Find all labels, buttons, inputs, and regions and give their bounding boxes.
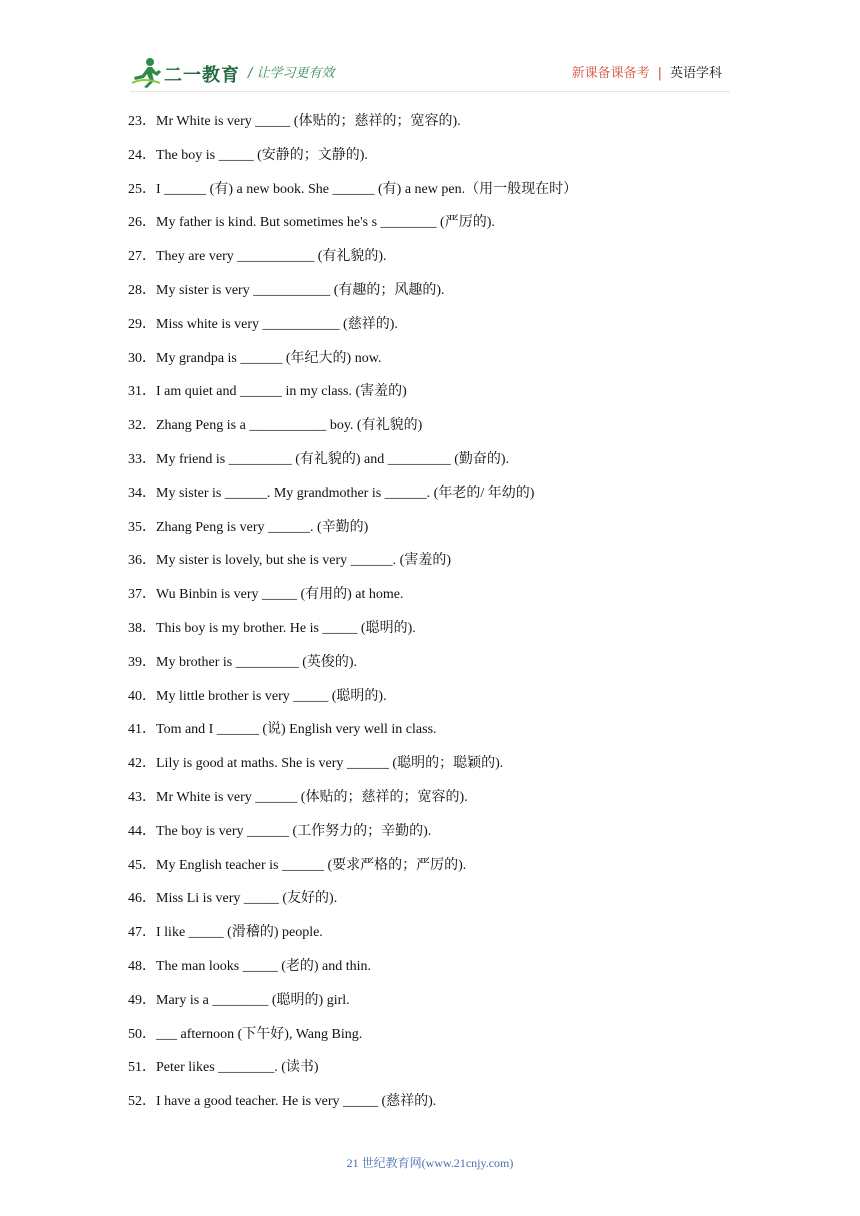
question-48: 48．The man looks _____ (老的) and thin. [128,958,372,974]
question-46: 46．Miss Li is very _____ (友好的). [128,891,338,907]
question-37: 37．Wu Binbin is very _____ (有用的) at home. [128,587,404,603]
question-39: 39．My brother is _________ (英俊的). [128,654,358,670]
question-34: 34．My sister is ______. My grandmother is ______. (年老的/ 年幼的) [128,485,535,501]
subject-label: 英语学科 [669,66,722,81]
header-right [572,62,722,81]
question-38: 38．This boy is my brother. He is _____ (聪明的). [128,620,416,636]
question-28: 28．My sister is very ___________ (有趣的；风趣的). [128,282,445,298]
question-49: 49．Mary is a ________ (聪明的) girl. [128,992,350,1008]
question-32: 32．Zhang Peng is a ___________ boy. (有礼貌的) [128,418,423,434]
question-24: 24．The boy is _____ (安静的；文静的). [128,147,368,163]
question-33: 33．My friend is _________ (有礼貌的) and _________ (勤奋的). [128,451,510,467]
question-25: 25．I ______ (有) a new book. She ______ (有) a new pen.（用一般现在时） [128,181,578,197]
header-separator: | [657,66,662,81]
question-41: 41．Tom and I ______ (说) English very well in class. [128,722,437,738]
question-31: 31．I am quiet and ______ in my class. (害羞的) [128,384,407,400]
page-footer: 21 世纪教育网(www.21cnjy.com) [346,1156,514,1170]
page-header [0,0,860,100]
question-50: 50．___ afternoon (下午好), Wang Bing. [128,1026,363,1042]
logo [130,55,242,91]
question-44: 44．The boy is very ______ (工作努力的；辛勤的). [128,823,432,839]
course-label: 新课备课备考 [571,66,650,81]
question-30: 30．My grandpa is ______ (年纪大的) now. [128,350,382,366]
header-divider [130,91,730,92]
logo-text: 二一教育 [164,65,240,86]
question-29: 29．Miss white is very ___________ (慈祥的). [128,316,398,332]
question-27: 27．They are very ___________ (有礼貌的). [128,249,387,265]
question-36: 36．My sister is lovely, but she is very ______. (害羞的) [128,553,452,569]
question-51: 51．Peter likes ________. (读书) [128,1060,319,1076]
question-45: 45．My English teacher is ______ (要求严格的；严厉的). [128,857,467,873]
question-35: 35．Zhang Peng is very ______. (辛勤的) [128,519,369,535]
runner-logo-icon [130,57,164,89]
question-43: 43．Mr White is very ______ (体贴的；慈祥的；宽容的). [128,789,468,805]
question-42: 42．Lily is good at maths. She is very ______ (聪明的；聪颖的). [128,756,504,772]
question-52: 52．I have a good teacher. He is very _____ (慈祥的). [128,1094,437,1110]
question-40: 40．My little brother is very _____ (聪明的). [128,688,387,704]
question-47: 47．I like _____ (滑稽的) people. [128,925,323,941]
question-list [128,112,577,1126]
question-26: 26．My father is kind. But sometimes he's s ________ (严厉的). [128,215,495,231]
slogan: / 让学习更有效 [248,66,335,81]
question-23: 23．Mr White is very _____ (体贴的；慈祥的；宽容的). [128,114,461,129]
